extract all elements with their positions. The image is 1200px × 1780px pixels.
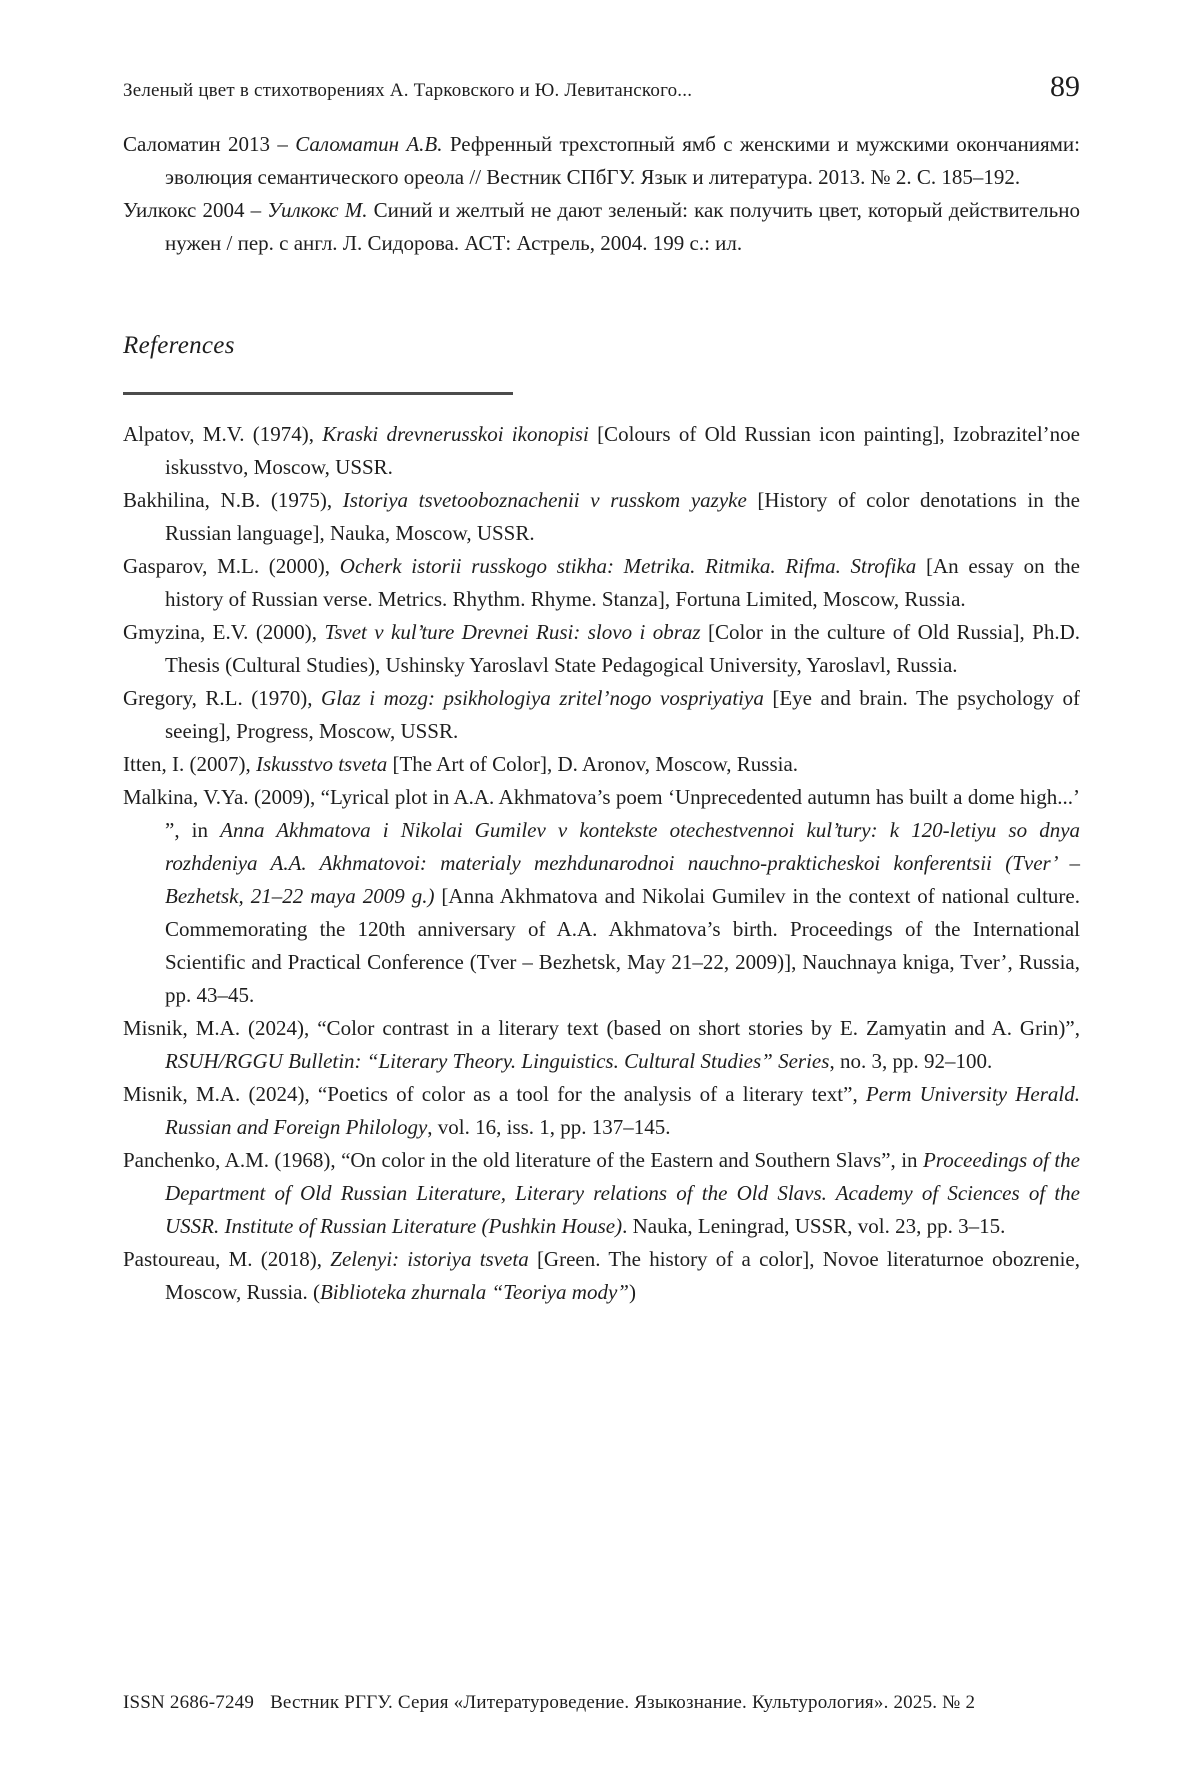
entry-segment: [An essay on the history of Russian verse. Metrics. Rhythm. Rhyme. Stanza], Fortuna Limited, Moscow, Russia. <box>165 554 1080 611</box>
reference-entry <box>123 1243 1080 1309</box>
bibliography-entry <box>123 128 1080 194</box>
reference-entry <box>123 484 1080 550</box>
entry-segment: [Green. The history of a color], Novoe literaturnoe obozrenie, Moscow, Russia. ( <box>165 1247 1080 1304</box>
references-divider <box>123 392 513 395</box>
references-heading: References <box>123 332 235 359</box>
entry-segment-italic: RSUH/RGGU Bulletin: “Literary Theory. Linguistics. Cultural Studies” Series <box>165 1049 830 1073</box>
entry-segment: ) <box>628 1280 636 1304</box>
reference-entry <box>123 550 1080 616</box>
entry-segment: , vol. 16, iss. 1, pp. 137–145. <box>427 1115 671 1139</box>
entry-segment: [Eye and brain. The psychology of seeing], Progress, Moscow, USSR. <box>165 686 1080 743</box>
entry-segment: [Color in the culture of Old Russia], Ph.D. Thesis (Cultural Studies), Ushinsky Yaroslavl State Pedagogical University, Yaroslavl, Russia. <box>165 620 1081 677</box>
reference-entry <box>123 682 1080 748</box>
references-list <box>123 418 1080 1309</box>
entry-segment-italic: Istoriya tsvetooboznachenii v russkom yazyke <box>342 488 747 512</box>
entry-segment: Gmyzina, E.V. (2000), <box>123 620 325 644</box>
entry-segment: Уилкокс 2004 – <box>123 198 268 222</box>
running-title: Зеленый цвет в стихотворениях А. Тарковского и Ю. Левитанского... <box>123 80 693 101</box>
entry-segment-italic: Anna Akhmatova i Nikolai Gumilev v kontekste otechestvennoi kul’tury: k 120-letiyu so dnya rozhdeniya A.A. Akhmatovoi: materialy mezhdunarodnoi nauchno-prakticheskoi konferentsii (Tver’ – Bezhetsk, 21–22 maya 2009 g.) <box>165 818 1081 908</box>
bibliography-ru-list <box>123 128 1080 260</box>
entry-segment: Синий и желтый не дают зеленый: как получить цвет, который действительно нужен / пер. с англ. Л. Сидорова. АСТ: Астрель, 2004. 199 с.: ил. <box>165 198 1080 255</box>
entry-segment: Misnik, M.A. (2024), “Poetics of color as a tool for the analysis of a literary text”, <box>123 1082 866 1106</box>
entry-segment-italic: Proceedings of the Department of Old Russian Literature, Literary relations of the Old Slavs. Academy of Sciences of the USSR. Institute of Russian Literature (Pushkin House) <box>165 1148 1080 1238</box>
entry-segment-italic: Уилкокс М. <box>267 198 368 222</box>
reference-entry <box>123 1144 1080 1243</box>
entry-segment-italic: Саломатин А.В. <box>295 132 443 156</box>
reference-entry <box>123 1012 1080 1078</box>
entry-segment: [Anna Akhmatova and Nikolai Gumilev in the context of national culture. Commemorating the 120th anniversary of A.A. Akhmatova’s birth. Proceedings of the International Scientific and Practical Conference (Tver – Bezhetsk, May 21–22, 2009)], Nauchnaya kniga, Tver’, Russia, pp. 43–45. <box>165 884 1080 1007</box>
footer-issn: ISSN 2686-7249 <box>123 1692 255 1713</box>
entry-segment: . Nauka, Leningrad, USSR, vol. 23, pp. 3–15. <box>622 1214 1006 1238</box>
entry-segment: Саломатин 2013 – <box>123 132 296 156</box>
entry-segment-italic: Glaz i mozg: psikhologiya zritel’nogo vospriyatiya <box>321 686 764 710</box>
entry-segment: Panchenko, A.M. (1968), “On color in the old literature of the Eastern and Southern Slavs”, in <box>123 1148 923 1172</box>
reference-entry <box>123 781 1080 1012</box>
reference-entry <box>123 748 1080 781</box>
entry-segment: [The Art of Color], D. Aronov, Moscow, Russia. <box>387 752 799 776</box>
reference-entry <box>123 616 1080 682</box>
entry-segment-italic: Perm University Herald. Russian and Foreign Philology <box>165 1082 1080 1139</box>
entry-segment: Bakhilina, N.B. (1975), <box>123 488 343 512</box>
entry-segment: Gasparov, M.L. (2000), <box>123 554 340 578</box>
reference-entry <box>123 1078 1080 1144</box>
entry-segment-italic: Kraski drevnerusskoi ikonopisi <box>322 422 589 446</box>
entry-segment: Itten, I. (2007), <box>123 752 256 776</box>
entry-segment: Рефренный трехстопный ямб с женскими и мужскими окончаниями: эволюция семантического ореола // Вестник СПбГУ. Язык и литература. 2013. № 2. С. 185–192. <box>165 132 1080 189</box>
entry-segment-italic: Ocherk istorii russkogo stikha: Metrika. Ritmika. Rifma. Strofika <box>339 554 917 578</box>
entry-segment: , no. 3, pp. 92–100. <box>829 1049 993 1073</box>
footer-journal-line: Вестник РГГУ. Серия «Литературоведение. Языкознание. Культурология». 2025. № 2 <box>270 1692 976 1713</box>
entry-segment-italic: Tsvet v kul’ture Drevnei Rusi: slovo i obraz <box>324 620 701 644</box>
entry-segment-italic: Biblioteka zhurnala “Teoriya mody” <box>319 1280 629 1304</box>
entry-segment: Malkina, V.Ya. (2009), “Lyrical plot in A.A. Akhmatova’s poem ‘Unprecedented autumn has built a dome high...’ ”, in <box>123 785 1080 842</box>
entry-segment-italic: Zelenyi: istoriya tsveta <box>330 1247 529 1271</box>
entry-segment: [Colours of Old Russian icon painting], Izobrazitel’noe iskusstvo, Moscow, USSR. <box>165 422 1080 479</box>
bibliography-entry <box>123 194 1080 260</box>
entry-segment: Pastoureau, M. (2018), <box>123 1247 331 1271</box>
entry-segment-italic: Iskusstvo tsveta <box>255 752 388 776</box>
entry-segment: Misnik, M.A. (2024), “Color contrast in a literary text (based on short stories by E. Zamyatin and A. Grin)”, <box>123 1016 1080 1040</box>
page-footer <box>123 1692 1080 1714</box>
page-number: 89 <box>1050 70 1080 103</box>
entry-segment: Alpatov, M.V. (1974), <box>123 422 323 446</box>
entry-segment: [History of color denotations in the Russian language], Nauka, Moscow, USSR. <box>165 488 1081 545</box>
reference-entry <box>123 418 1080 484</box>
page-header <box>123 70 1080 104</box>
entry-segment: Gregory, R.L. (1970), <box>123 686 322 710</box>
